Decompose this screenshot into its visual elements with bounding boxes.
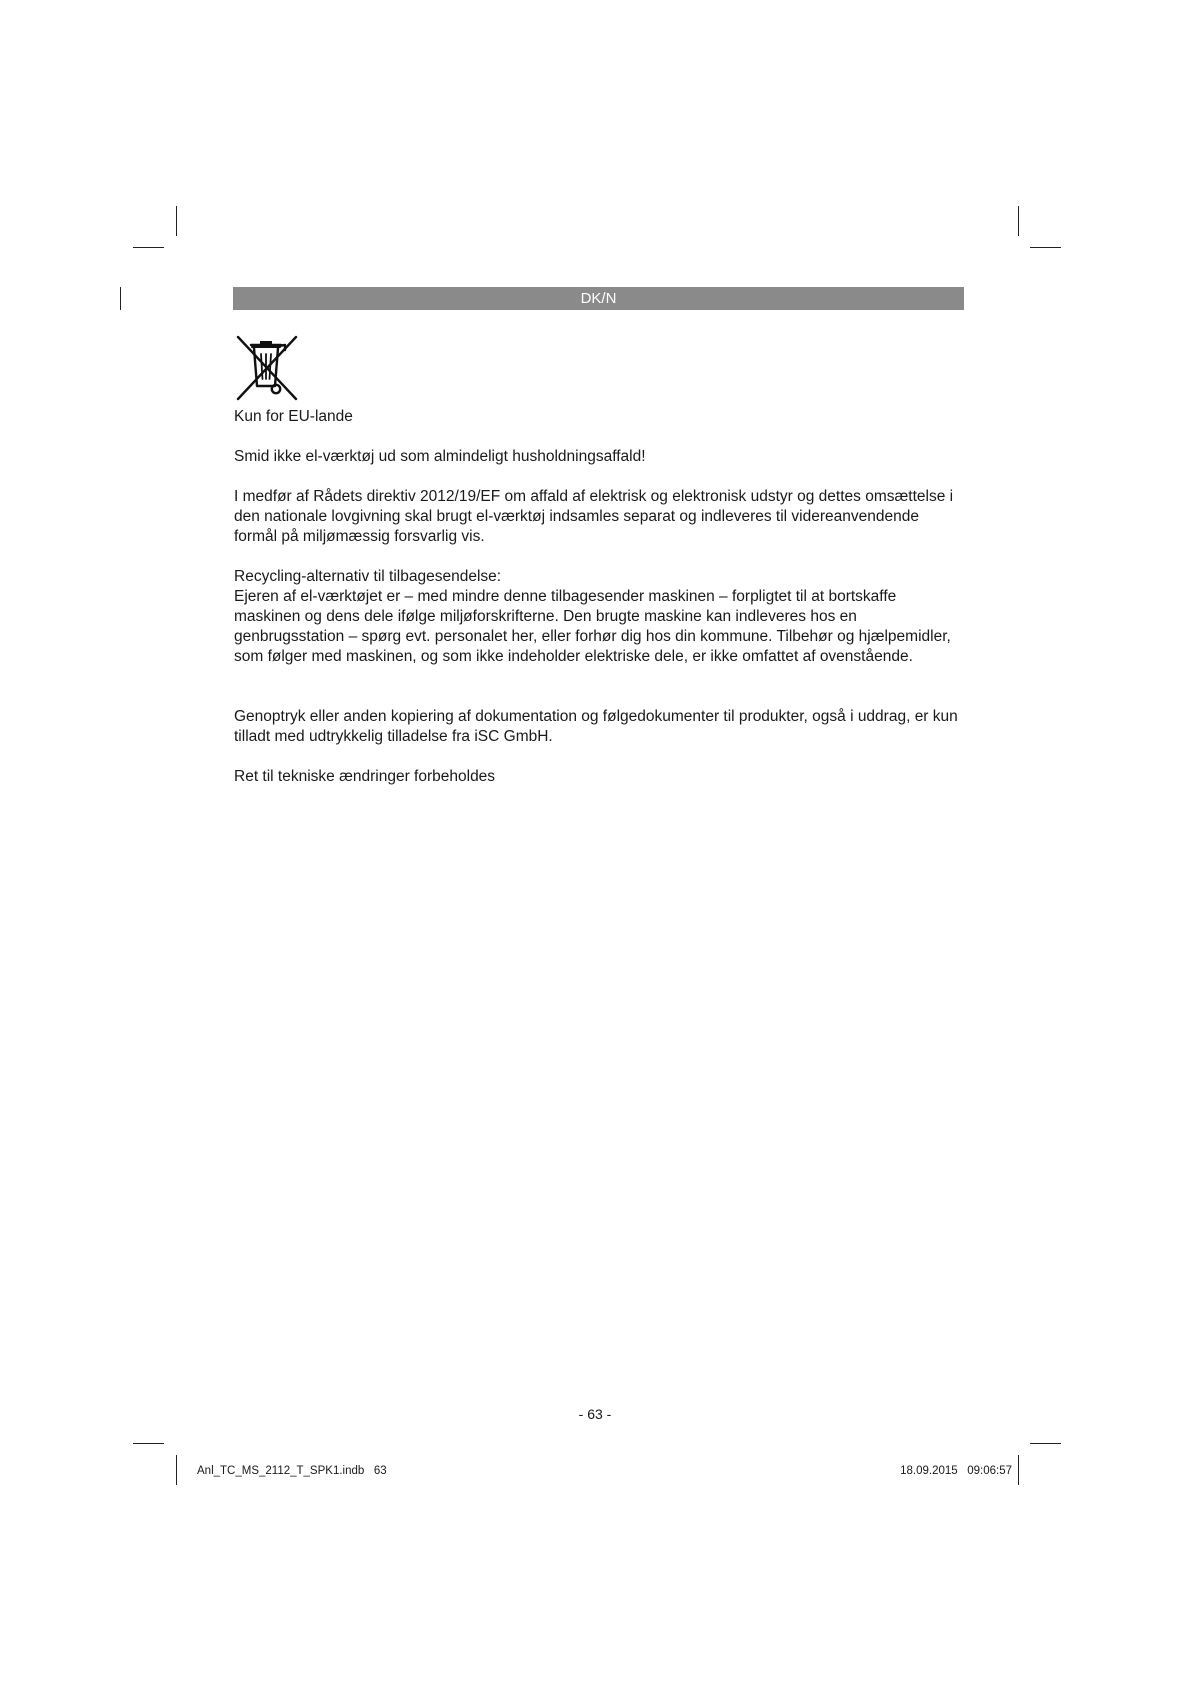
directive-paragraph: I medfør af Rådets direktiv 2012/19/EF om affald af elektrisk og elektronisk udstyr og dettes omsættelse i den nationale lovgivning skal brugt el-værktøj indsamles separat og indleveres til videreanvendende formål på miljømæssig forsvarlig vis. bbox=[234, 488, 954, 545]
print-file-info: Anl_TC_MS_2112_T_SPK1.indb 63 bbox=[197, 1465, 387, 1477]
crop-mark bbox=[1030, 1443, 1061, 1444]
technical-changes-notice: Ret til tekniske ændringer forbeholdes bbox=[234, 768, 496, 785]
crop-mark bbox=[133, 1443, 164, 1444]
language-label: DK/N bbox=[580, 290, 617, 307]
eu-only-label: Kun for EU-lande bbox=[234, 408, 353, 425]
crop-mark bbox=[133, 247, 164, 248]
reprint-paragraph: Genoptryk eller anden kopiering af dokumentation og følgedokumenter til produkter, også i uddrag, er kun tilladt med udtrykkelig tilladelse fra iSC GmbH. bbox=[234, 708, 958, 745]
recycling-title: Recycling-alternativ til tilbagesendelse: bbox=[234, 568, 502, 585]
crop-mark bbox=[176, 1455, 177, 1485]
crop-mark bbox=[1018, 206, 1019, 236]
page-number: - 63 - bbox=[578, 1406, 612, 1422]
recycling-paragraph: Ejeren af el-værktøjet er – med mindre denne tilbagesender maskinen – forpligtet til at bortskaffe maskinen og dens dele ifølge miljøforskrifterne. Den brugte maskine kan indleveres hos en genbrugsstation – spørg evt. personalet her, eller forhør dig hos din kommune. Tilbehør og hjælpemidler, som følger med maskinen, og som ikke indeholder elektriske dele, er ikke omfattet af ovenstående. bbox=[234, 588, 951, 665]
language-header-bar bbox=[233, 287, 964, 310]
crop-mark bbox=[120, 287, 121, 310]
print-timestamp: 18.09.2015 09:06:57 bbox=[900, 1465, 1012, 1477]
crossed-out-wheelie-bin-icon bbox=[235, 334, 299, 402]
document-body bbox=[234, 407, 966, 807]
crop-mark bbox=[1018, 1455, 1019, 1485]
crop-mark bbox=[176, 206, 177, 236]
crop-mark bbox=[1030, 247, 1061, 248]
disposal-warning: Smid ikke el-værktøj ud som almindeligt husholdningsaffald! bbox=[234, 448, 646, 465]
